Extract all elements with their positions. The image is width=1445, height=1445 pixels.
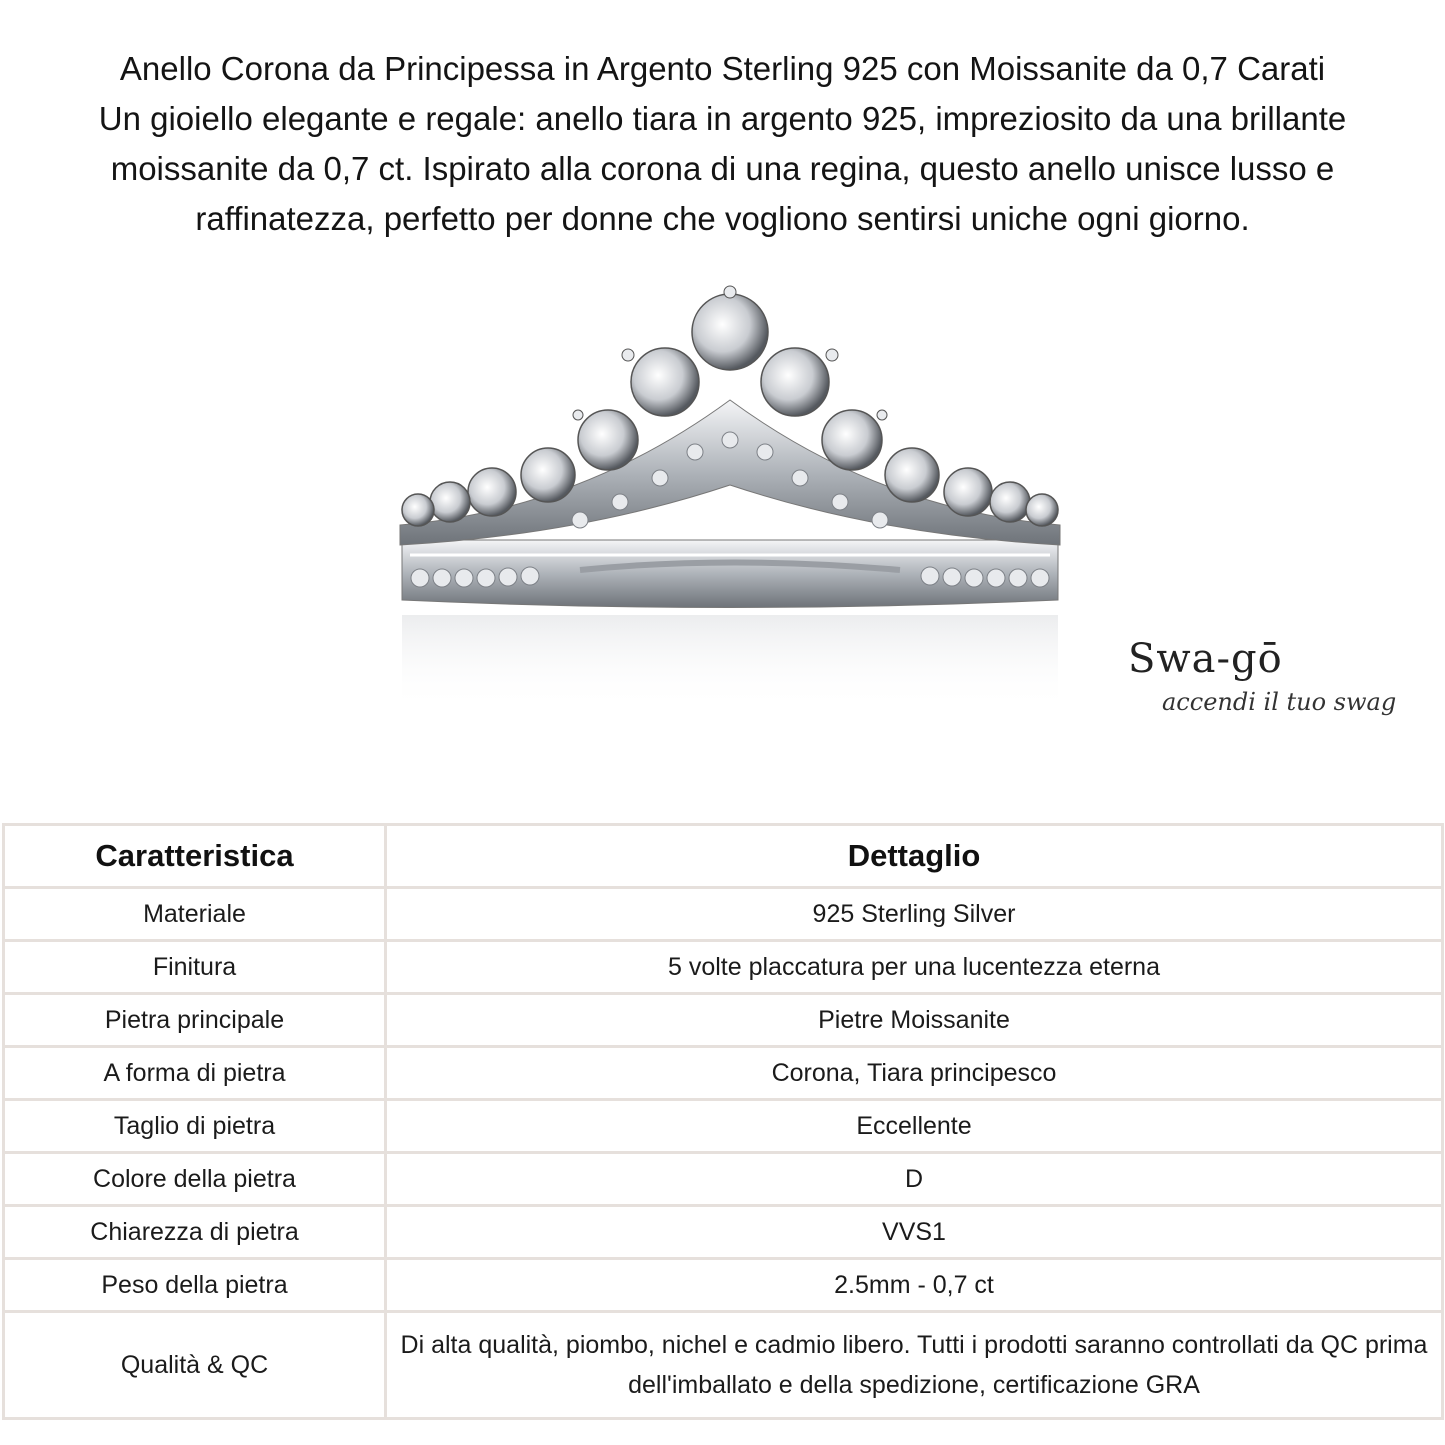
crown-ring-illustration: [380, 270, 1090, 810]
table-row: [4, 888, 1443, 941]
product-description: Un gioiello elegante e regale: anello tiara in argento 925, impreziosito da una brillante moissanite da 0,7 ct. Ispirato alla corona di una regina, questo anello unisce lusso e raffinatezza, perfetto per donne che vogliono sentirsi uniche ogni giorno.: [98, 100, 1347, 237]
detail-cell: 5 volte placcatura per una lucentezza eterna: [386, 941, 1443, 994]
detail-cell: Eccellente: [386, 1100, 1443, 1153]
detail-cell: Corona, Tiara principesco: [386, 1047, 1443, 1100]
detail-cell: VVS1: [386, 1206, 1443, 1259]
specs-table: [2, 823, 1444, 1420]
brand-name: Swa-gō: [1128, 636, 1283, 682]
table-row: [4, 1259, 1443, 1312]
feature-cell: Taglio di pietra: [4, 1100, 386, 1153]
detail-cell: Di alta qualità, piombo, nichel e cadmio libero. Tutti i prodotti saranno controllati da QC prima dell'imballato e della spedizione, certificazione GRA: [386, 1312, 1443, 1419]
ring-image: [380, 270, 1090, 810]
brand-logo: [1128, 636, 1418, 736]
feature-cell: A forma di pietra: [4, 1047, 386, 1100]
product-title: Anello Corona da Principessa in Argento Sterling 925 con Moissanite da 0,7 Carati: [119, 50, 1326, 87]
table-row: [4, 1100, 1443, 1153]
table-row: [4, 1312, 1443, 1419]
header-dettaglio: Dettaglio: [386, 825, 1443, 888]
feature-cell: Peso della pietra: [4, 1259, 386, 1312]
header-caratteristica: Caratteristica: [4, 825, 386, 888]
table-row: [4, 941, 1443, 994]
feature-cell: Qualità & QC: [4, 1312, 386, 1419]
table-row: [4, 1206, 1443, 1259]
table-row: [4, 1153, 1443, 1206]
table-header-row: [4, 825, 1443, 888]
brand-tagline: accendi il tuo swag: [1162, 688, 1397, 716]
feature-cell: Finitura: [4, 941, 386, 994]
feature-cell: Chiarezza di pietra: [4, 1206, 386, 1259]
feature-cell: Colore della pietra: [4, 1153, 386, 1206]
detail-cell: Pietre Moissanite: [386, 994, 1443, 1047]
feature-cell: Materiale: [4, 888, 386, 941]
detail-cell: 2.5mm - 0,7 ct: [386, 1259, 1443, 1312]
feature-cell: Pietra principale: [4, 994, 386, 1047]
table-row: [4, 994, 1443, 1047]
product-intro: [20, 44, 1425, 244]
detail-cell: 925 Sterling Silver: [386, 888, 1443, 941]
table-row: [4, 1047, 1443, 1100]
detail-cell: D: [386, 1153, 1443, 1206]
